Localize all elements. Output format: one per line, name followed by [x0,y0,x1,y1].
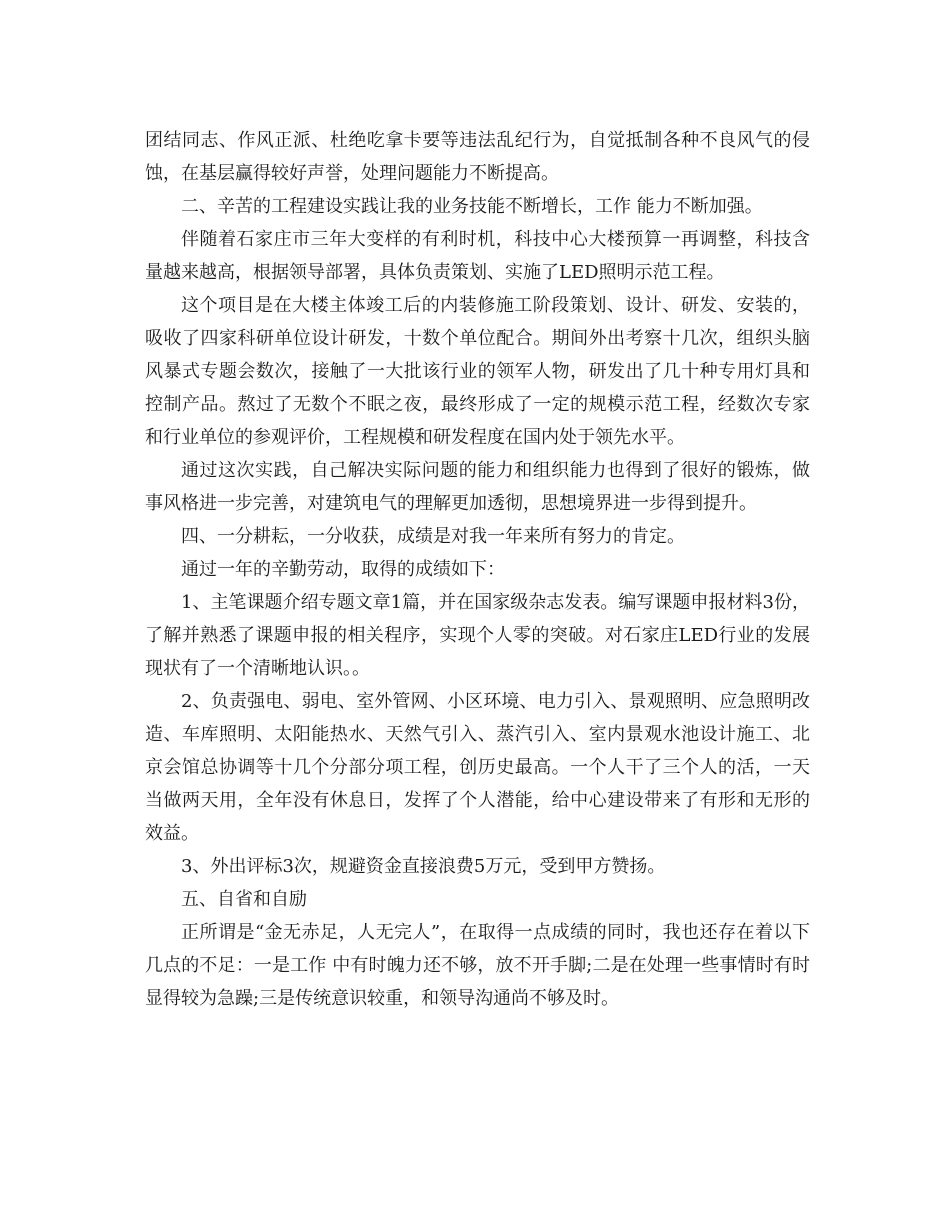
paragraph-achievement-2: 2、负责强电、弱电、室外管网、小区环境、电力引入、景观照明、应急照明改造、车库照明、太阳能热水、天然气引入、蒸汽引入、室内景观水池设计施工、北京会馆总协调等十几个分部分项工程，创历史最高。一个人干了三个人的活，一天当做两天用，全年没有休息日，发挥了个人潜能，给中心建设带来了有形和无形的效益。 [145,691,810,844]
paragraph-achievement-3: 3、外出评标3次，规避资金直接浪费5万元，受到甲方赞扬。 [181,856,666,877]
paragraph-section-two-heading: 二、辛苦的工程建设实践让我的业务技能不断增长，工作 能力不断加强。 [181,196,763,217]
paragraph-practice-growth: 通过这次实践，自己解决实际问题的能力和组织能力也得到了很好的锻炼，做事风格进一步完善，对建筑电气的理解更加透彻，思想境界进一步得到提升。 [145,460,810,514]
paragraph-section-four-heading: 四、一分耕耘，一分收获，成绩是对我一年来所有努力的肯定。 [181,526,685,547]
paragraph-achievement-1: 1、主笔课题介绍专题文章1篇，并在国家级杂志发表。编写课题申报材料3份，了解并熟悉了课题申报的相关程序，实现个人零的突破。对石家庄LED行业的发展现状有了一个清晰地认识。。 [145,592,810,679]
paragraph-section-five-heading: 五、自省和自励 [181,889,307,910]
paragraph-achievements-intro: 通过一年的辛勤劳动，取得的成绩如下： [181,559,505,580]
paragraph-project-details: 这个项目是在大楼主体竣工后的内装修施工阶段策划、设计、研发、安装的，吸收了四家科研单位设计研发，十数个单位配合。期间外出考察十几次，组织头脑风暴式专题会数次，接触了一大批该行业的领军人物，研发出了几十种专用灯具和控制产品。熬过了无数个不眠之夜，最终形成了一定的规模示范工程，经数次专家和行业单位的参观评价，工程规模和研发程度在国内处于领先水平。 [145,295,810,448]
document-body [145,124,810,1015]
paragraph-led-project-intro: 伴随着石家庄市三年大变样的有利时机，科技中心大楼预算一再调整，科技含量越来越高，根据领导部署，具体负责策划、实施了LED照明示范工程。 [145,229,810,283]
paragraph-continuation: 团结同志、作风正派、杜绝吃拿卡要等违法乱纪行为，自觉抵制各种不良风气的侵蚀，在基层赢得较好声誉，处理问题能力不断提高。 [145,130,810,184]
paragraph-self-reflection: 正所谓是“金无赤足，人无完人”，在取得一点成绩的同时，我也还存在着以下几点的不足：一是工作 中有时魄力还不够，放不开手脚;二是在处理一些事情时有时显得较为急躁;三是传统意识较重，和领导沟通尚不够及时。 [145,922,810,1009]
